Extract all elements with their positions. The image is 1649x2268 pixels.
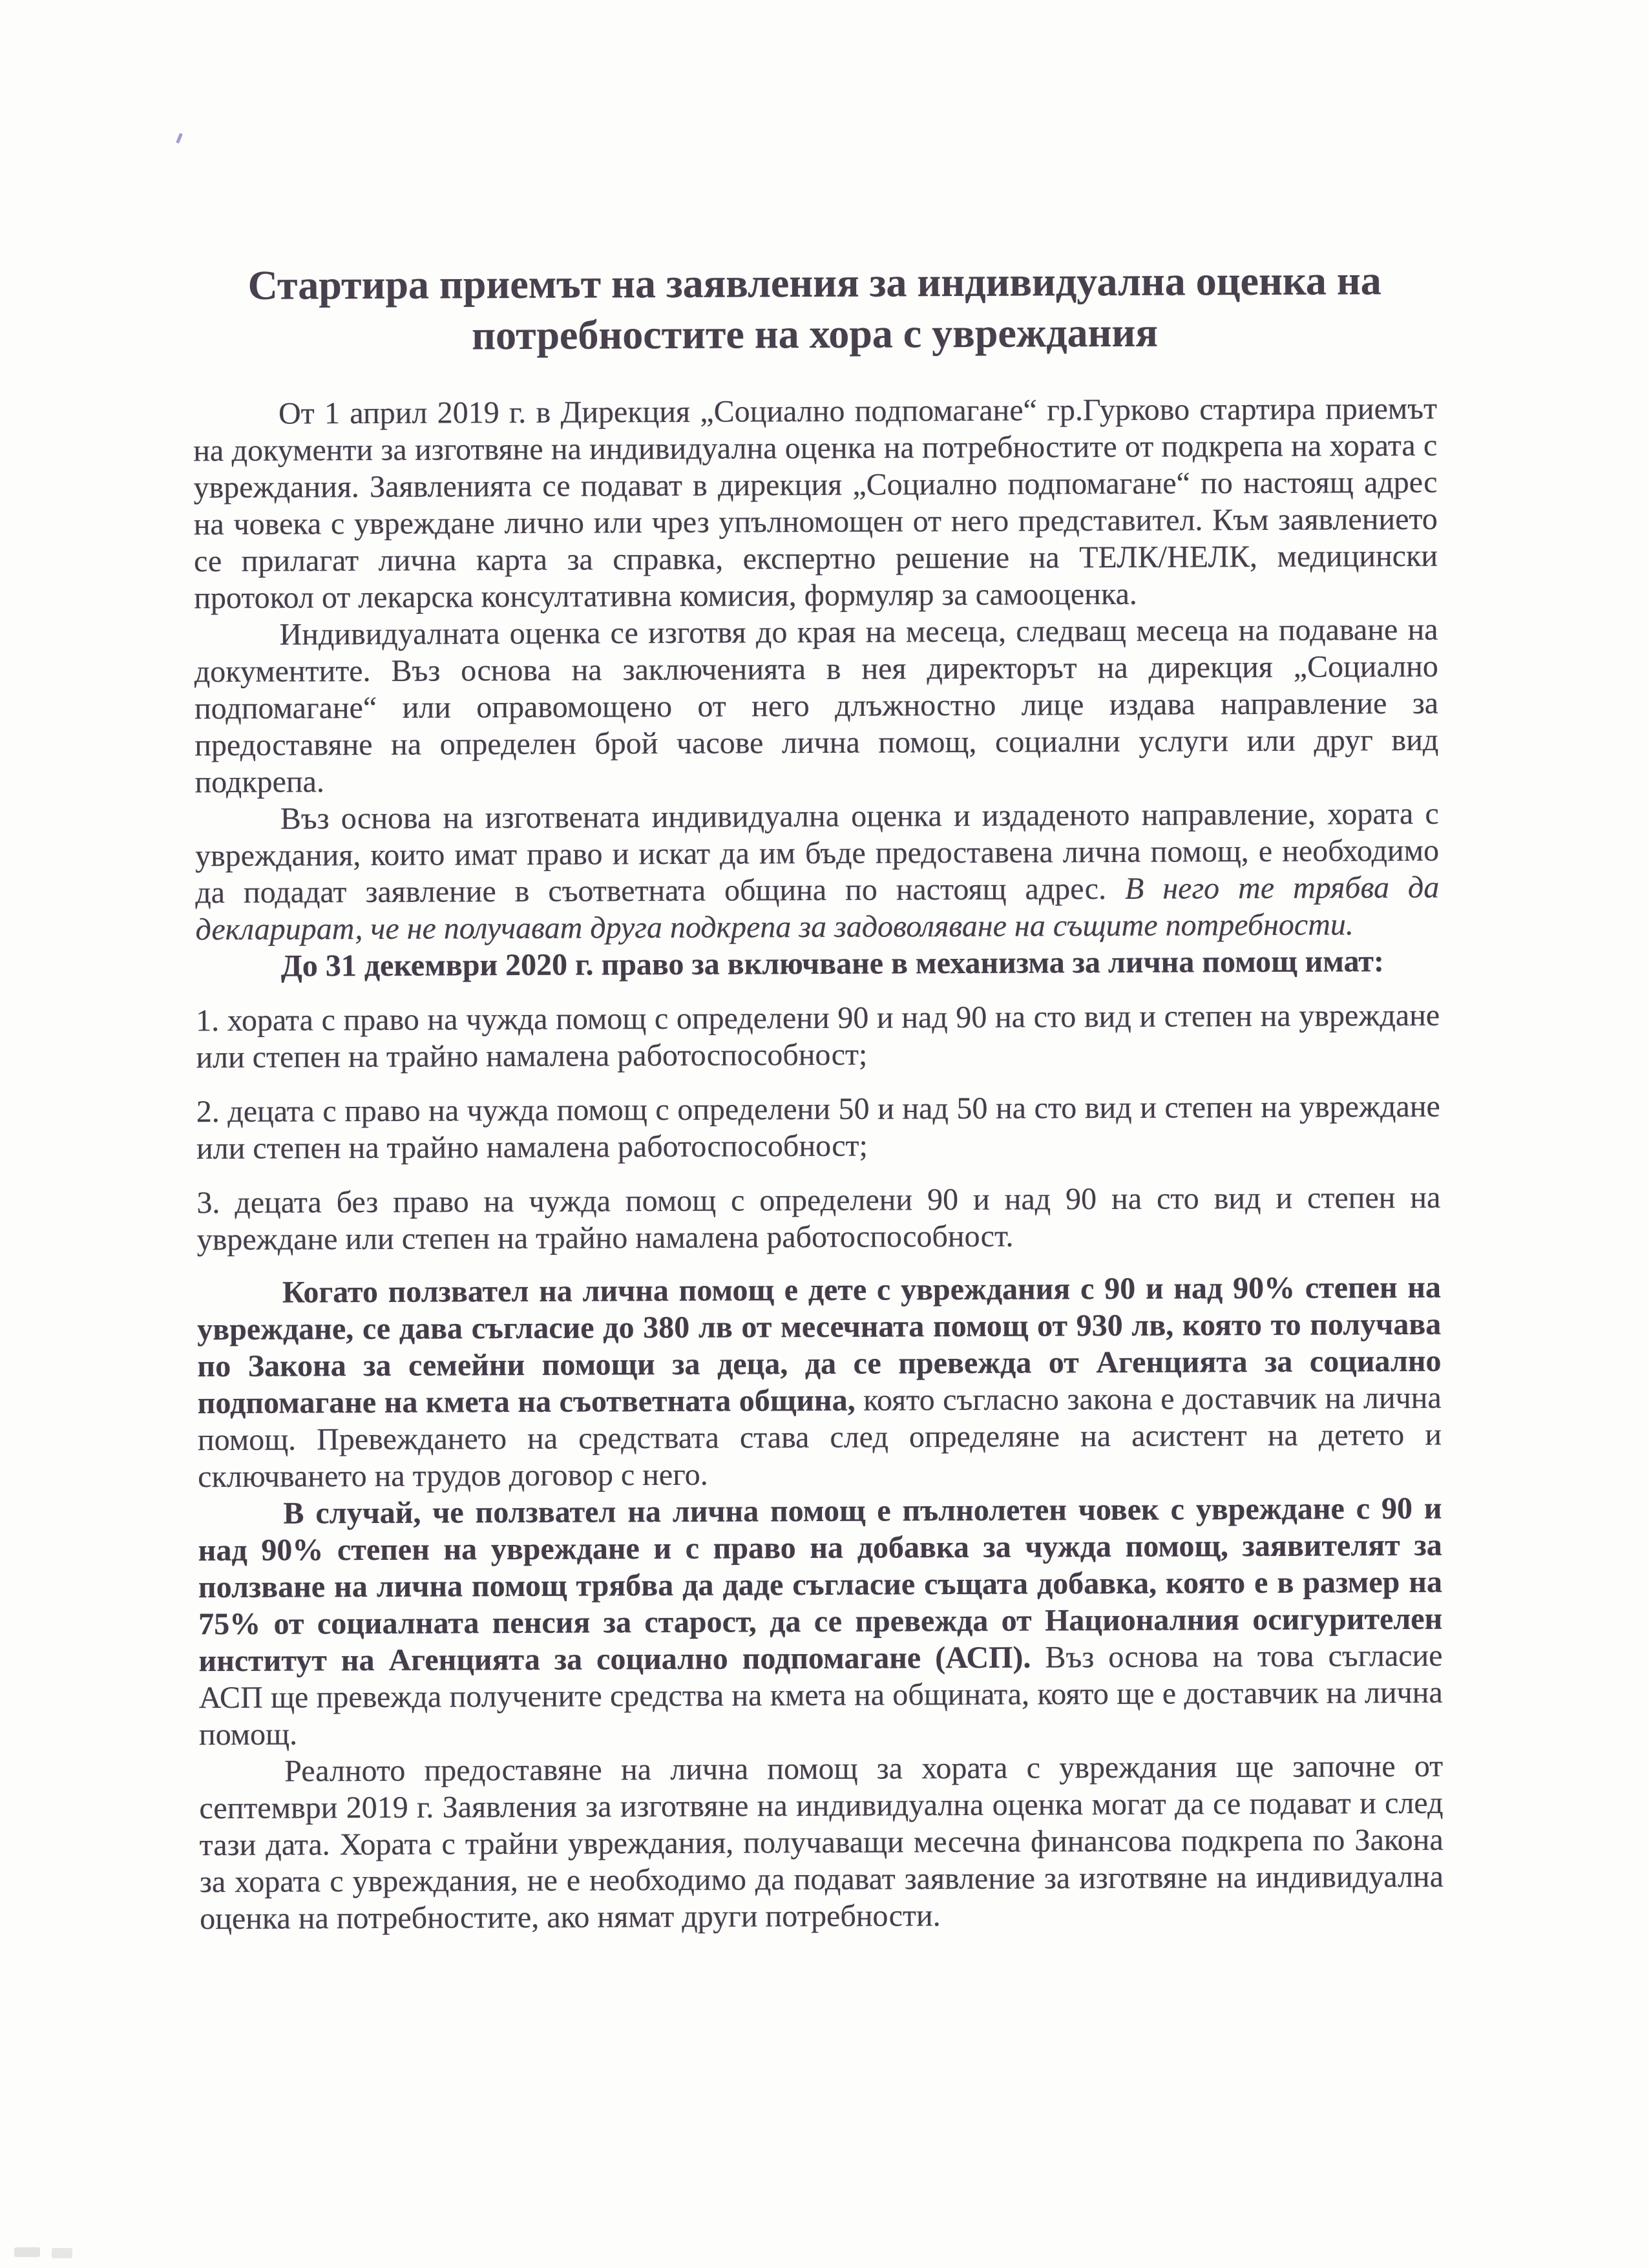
document-title: [193, 255, 1437, 362]
scan-smudge: [52, 2248, 72, 2258]
paragraph-municipality-application: [195, 795, 1440, 948]
paragraph-text: Индивидуалната оценка се изготвя до края на месеца, следващ месеца на подаване на документите. Въз основа на заключенията в нея директорът на дирекция „Социално подпомагане“ или оправомощено от него длъжностно лице издава направление за предоставяне на определен брой часове лична помощ, социални услуги или друг вид подкрепа.: [194, 612, 1439, 800]
heading-eligibility: [196, 943, 1440, 985]
list-item-text: 2. децата с право на чужда помощ с определени 50 и над 50 на сто вид и степен на увреждане или степен на трайно намалена работоспособност;: [196, 1089, 1440, 1166]
list-item-1: [196, 997, 1440, 1076]
paragraph-intake-start: [193, 390, 1438, 616]
paragraph-text-italic: В него те трябва да декларират, че не получават друга подкрепа за задоволяване на същите потребности.: [195, 870, 1440, 947]
list-item-text: 3. децата без право на чужда помощ с определени 90 и над 90 на сто вид и степен на увреждане или степен на трайно намалена работоспособност.: [196, 1180, 1441, 1257]
paragraph-provision-start: [199, 1748, 1444, 1937]
paragraph-child-consent: [197, 1269, 1442, 1495]
paragraph-text: Въз основа на това съгласие АСП ще превежда получените средства на кмета на общината, която ще е доставчик на лична помощ.: [198, 1638, 1443, 1752]
paragraph-text: От 1 април 2019 г. в Дирекция „Социално подпомагане“ гр.Гурково стартира приемът на документи за изготвяне на индивидуална оценка на потребностите от подкрепа на хората с увреждания. Заявленията се подават в дирекция „Социално подпомагане“ по настоящ адрес на човека с увреждане лично или чрез упълномощен от него представител. Към заявлението се прилагат лична карта за справка, експертно решение на ТЕЛК/НЕЛК, медицински протокол от лекарска консултативна комисия, формуляр за самооценка.: [193, 391, 1438, 616]
paragraph-text: Въз основа на изготвената индивидуална оценка и издаденото направление, хората с увреждания, които имат право и искат да им бъде предоставена лична помощ, е необходимо да подадат заявление в съответната община по настоящ адрес.: [194, 796, 1440, 910]
paragraph-adult-consent: [198, 1490, 1443, 1753]
list-item-text: 1. хората с право на чужда помощ с определени 90 и над 90 на сто вид и степен на увреждане или степен на трайно намалена работоспособност;: [196, 998, 1440, 1075]
title-line-1: Стартира приемът на заявления за индивидуална оценка на: [247, 257, 1381, 308]
paragraph-assessment-deadline: [194, 611, 1438, 801]
scan-smudge: [14, 2247, 40, 2257]
list-item-3: [196, 1179, 1440, 1258]
list-item-2: [196, 1088, 1440, 1167]
paragraph-text: която съгласно закона е доставчик на лична помощ. Превеждането на средствата става след определяне на асистент на детето и сключването на трудов договор с него.: [197, 1380, 1442, 1495]
paragraph-text: Реалното предоставяне на лична помощ за хората с увреждания ще започне от септември 2019 г. Заявления за изготвяне на индивидуална оценка могат да се подават и след тази дата. Хората с трайни увреждания, получаващи месечна финансова подкрепа по Закона за хората с увреждания, не е необходимо да подават заявление за изготвяне на индивидуална оценка на потребностите, ако нямат други потребности.: [199, 1748, 1444, 1937]
heading-text: До 31 декември 2020 г. право за включване в механизма за лична помощ имат:: [280, 944, 1385, 983]
document-content: [193, 255, 1444, 1937]
paragraph-text-bold: В случай, че ползвател на лична помощ е пълнолетен човек с увреждане с 90 и над 90% степен на увреждане и с право на добавка за чужда помощ, заявителят за ползване на лична помощ трябва да даде съгласие същата добавка, която е в размер на 75% от социалната пенсия за старост, да се превежда от Националния осигурителен институт на Агенцията за социално подпомагане (АСП).: [198, 1491, 1443, 1679]
pen-mark-artifact: [176, 133, 183, 144]
title-line-2: потребностите на хора с увреждания: [471, 309, 1159, 359]
paragraph-text-bold: Когато ползвател на лична помощ е дете с увреждания с 90 и над 90% степен на увреждане, се дава съгласие до 380 лв от месечната помощ от 930 лв, която то получава по Закона за семейни помощи за деца, да се превежда от Агенцията за социално подпомагане на кмета на съответната община,: [197, 1270, 1442, 1421]
